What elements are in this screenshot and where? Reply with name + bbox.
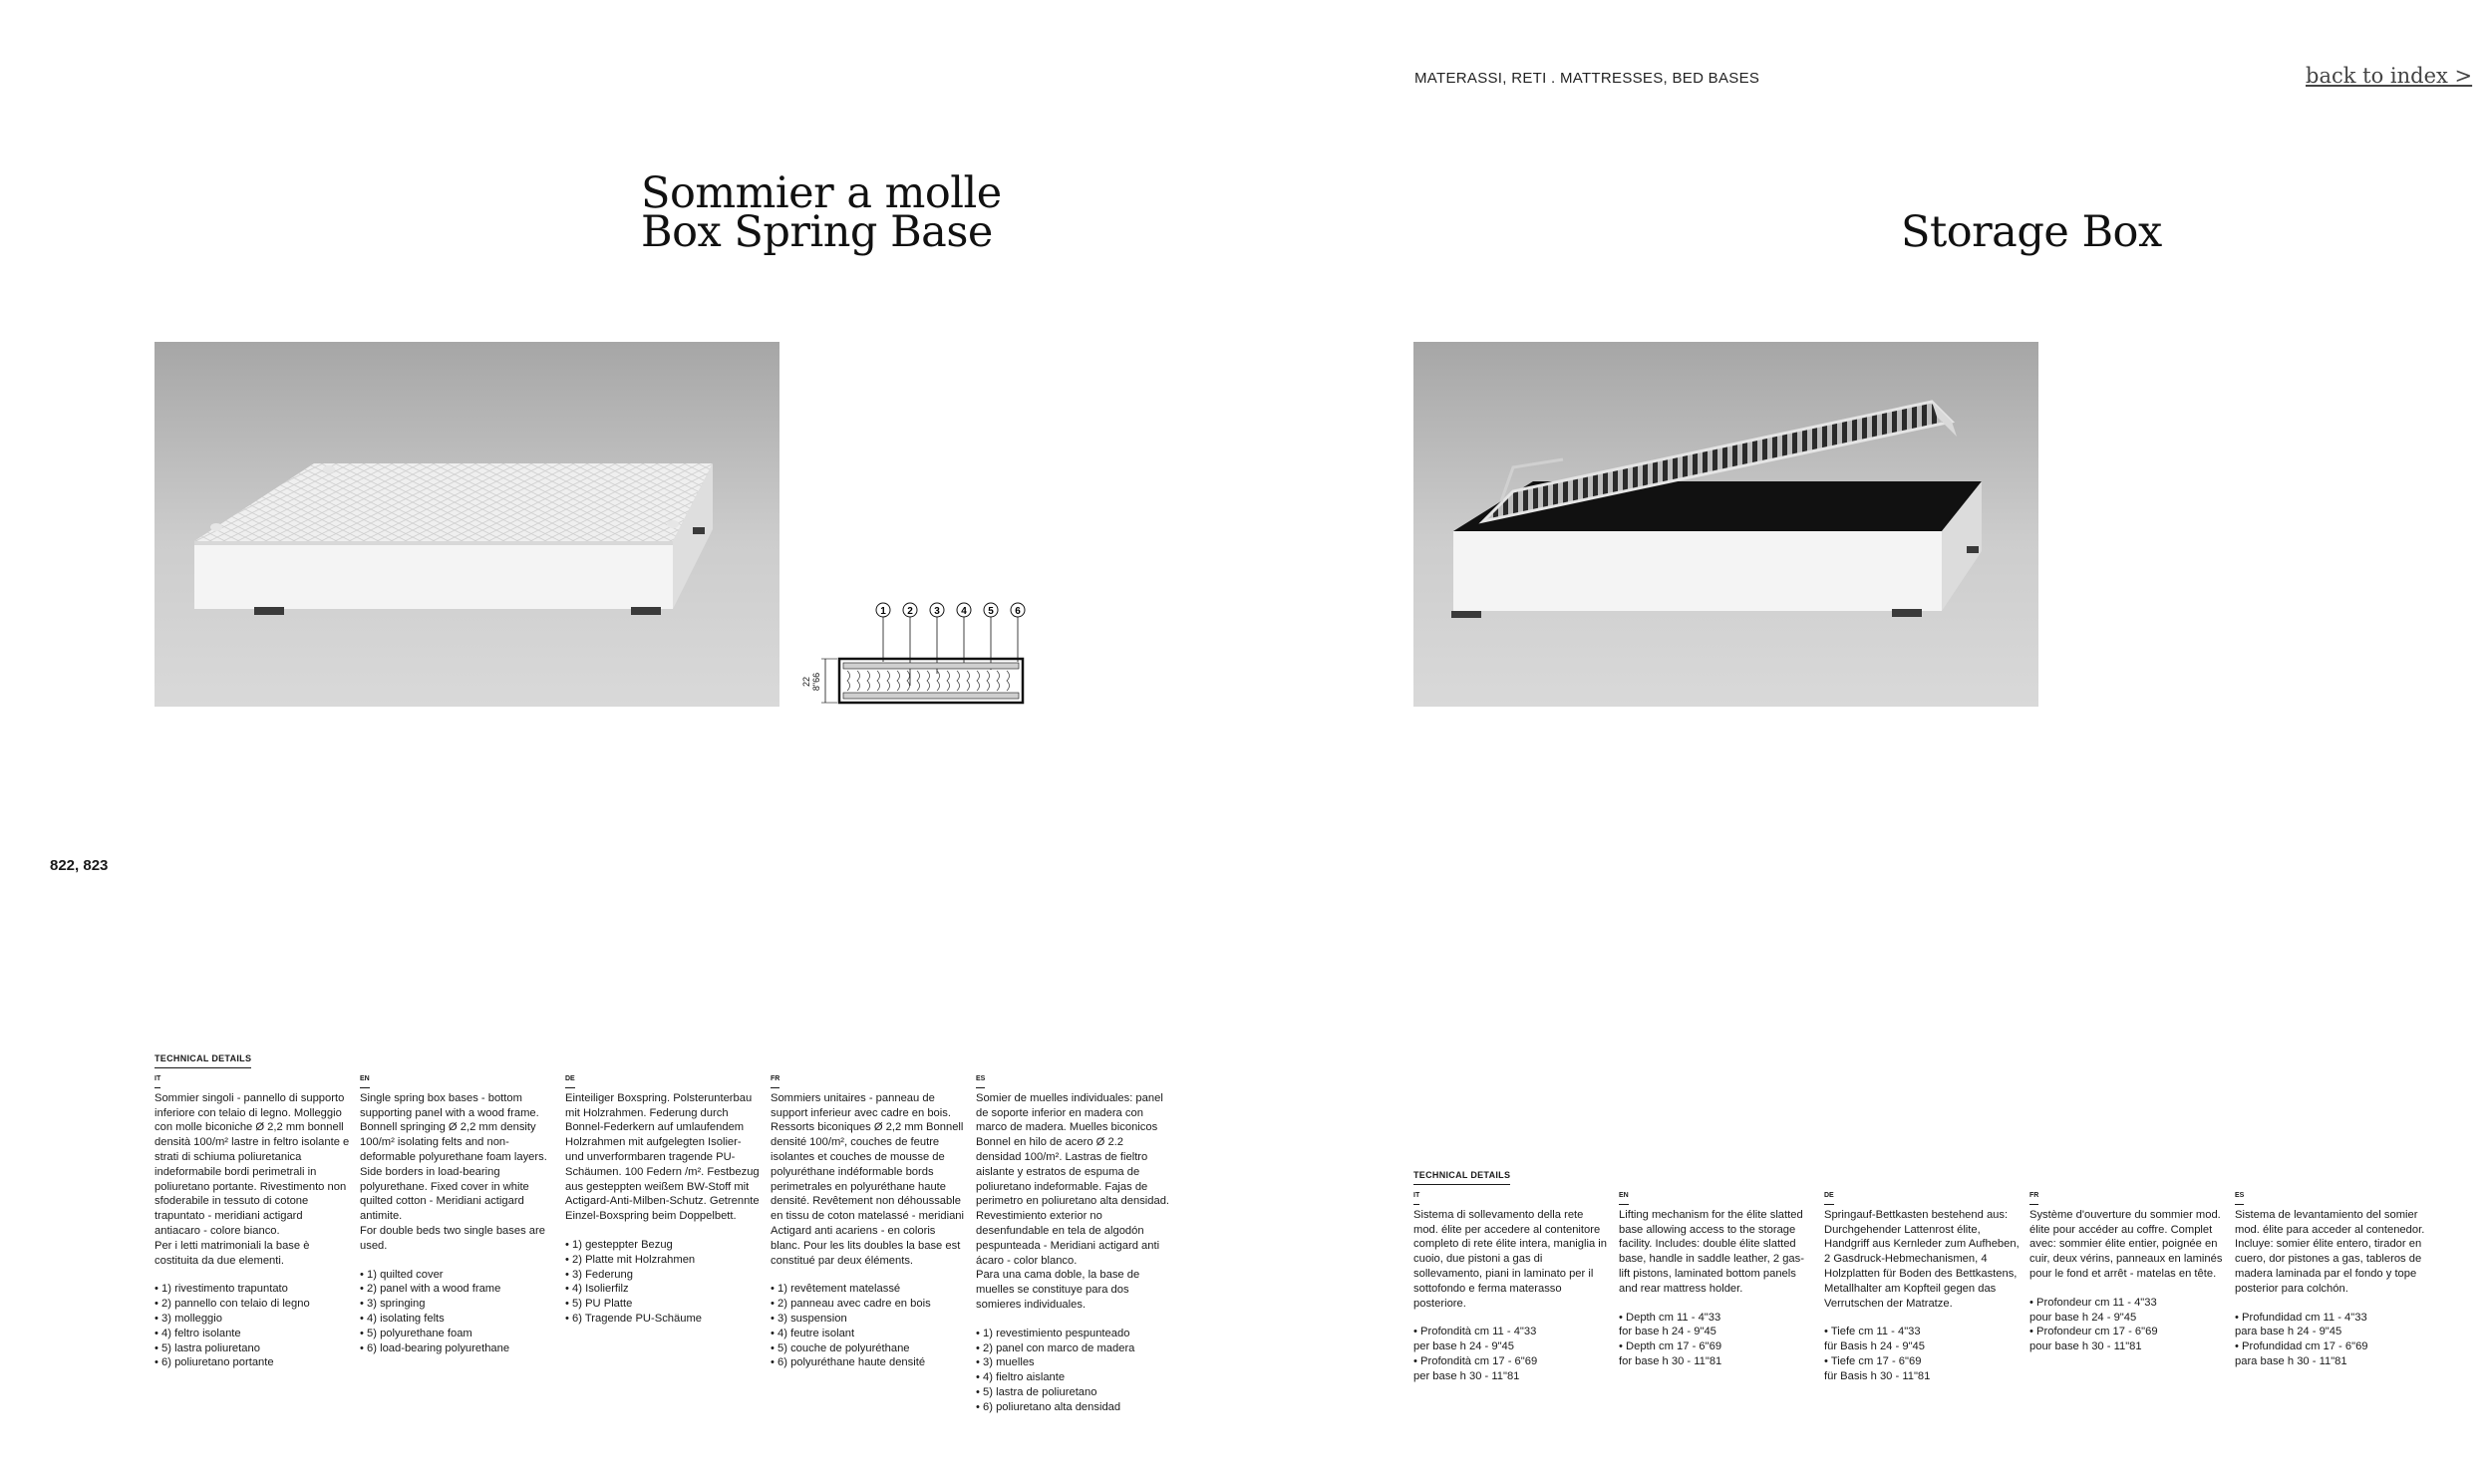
back-to-index-link[interactable]: back to index > [2306,64,2473,88]
diagram-number-5: 5 [988,606,994,617]
diagram-height-in: 8"66 [811,672,821,692]
tech-column-fr [771,1070,966,1370]
language-label: EN [360,1072,370,1088]
list-item: • Tiefe cm 17 - 6"69 für Basis h 30 - 11"81 [1824,1354,2020,1384]
language-label: IT [155,1072,160,1088]
list-item: • Profondeur cm 11 - 4"33 pour base h 24 - 9"45 [2029,1296,2225,1326]
tech-description: Springauf-Bettkasten bestehend aus: Durchgehender Lattenrost élite, Handgriff aus Kernleder zum Aufheben, 2 Gasdruck-Hebmechanismen, 4 Holzplatten für Boden des Bettkastens, Metallhalter am Kopfteil gegen das Verrutschen der Matratze. [1824,1208,2020,1310]
tech-column-it [155,1070,350,1370]
list-item: • 3) molleggio [155,1312,350,1327]
storage-column-es [2235,1187,2430,1369]
components-list [360,1268,555,1356]
storage-column-it [1413,1187,1609,1384]
diagram-number-4: 4 [961,606,967,617]
list-item: • Depth cm 11 - 4"33 for base h 24 - 9"45 [1619,1311,1814,1340]
page-numbers: 822, 823 [50,857,109,874]
tech-description: Somier de muelles individuales: panel de soporte inferior en madera con marco de madera. Muelles biconicos Bonnel en hilo de acero Ø 2.2 densidad 100/m². Lastras de fieltro aislante y estratos de espuma de poliuretano indeformable. Fajas de perimetro en poliuretano alta densidad. Revestimiento exterior no desenfundable en tela de algodón pespunteada - Meridiani actigard anti ácaro - color blanco. Para una cama doble, la base de muelles se constituye para dos somieres individuales. [976,1091,1170,1311]
diagram-number-6: 6 [1015,606,1021,617]
list-item: • 1) gesteppter Bezug [565,1238,761,1253]
list-item: • 6) poliuretano alta densidad [976,1400,1171,1415]
list-item: • 2) Platte mit Holzrahmen [565,1253,761,1268]
list-item: • 4) isolating felts [360,1312,555,1327]
list-item: • 1) quilted cover [360,1268,555,1283]
tech-description: Sistema de levantamiento del somier mod. élite para acceder al contenedor. Incluye: somier élite entero, tirador en cuero, dor pistones a gas, tableros de madera laminada par el fondo y tope posterior para colchón. [2235,1208,2425,1295]
tech-description: Lifting mechanism for the élite slatted base allowing access to the storage facility. Includes: double élite slatted base, handle in saddle leather, 2 gas-lift pistons, laminated bottom panels and rear mattress holder. [1619,1208,1804,1295]
list-item: • 2) panel con marco de madera [976,1341,1171,1356]
list-item: • Profondità cm 11 - 4"33 per base h 24 - 9"45 [1413,1325,1609,1354]
language-label: FR [2029,1189,2038,1205]
list-item: • 4) fieltro aislante [976,1370,1171,1385]
tech-description: Sistema di sollevamento della rete mod. élite per accedere al contenitore completo di rete élite intera, maniglia in cuoio, due pistoni a gas di sollevamento, piani in laminato per il sottofondo e ferma materasso posteriore. [1413,1208,1608,1310]
tech-description: Sommiers unitaires - panneau de support inferieur avec cadre en bois. Ressorts biconiques Ø 2,2 mm Bonnell densité 100/m², couches de feutre isolantes et couches de mousse de polyuréthane indéformable bords perimetrales en polyuréthane haute densité. Revêtement non déhoussable en tissu de coton matelassé - meridiani Actigard anti acariens - en coloris blanc. Pour les lits doubles la base est constitué par deux éléments. [771,1091,965,1267]
dimensions-list [2235,1311,2430,1369]
list-item: • 4) feltro isolante [155,1327,350,1341]
dimensions-list [1413,1325,1609,1383]
list-item: • 6) poliuretano portante [155,1355,350,1370]
components-list [565,1238,761,1327]
components-list [771,1282,966,1370]
list-item: • 5) lastra de poliuretano [976,1385,1171,1400]
list-item: • 3) suspension [771,1312,966,1327]
technical-details-left [155,1051,251,1068]
list-item: • Depth cm 17 - 6"69 for base h 30 - 11"81 [1619,1339,1814,1369]
storage-column-de [1824,1187,2020,1384]
list-item: • 1) rivestimento trapuntato [155,1282,350,1297]
diagram-number-1: 1 [880,606,886,617]
list-item: • 6) load-bearing polyurethane [360,1341,555,1356]
technical-details-heading: TECHNICAL DETAILS [1413,1168,1510,1185]
list-item: • 2) panneau avec cadre en bois [771,1297,966,1312]
storage-column-en [1619,1187,1814,1369]
list-item: • 5) lastra poliuretano [155,1341,350,1356]
list-item: • 1) revestimiento pespunteado [976,1327,1171,1341]
language-label: DE [1824,1189,1834,1205]
tech-column-en [360,1070,555,1355]
language-label: IT [1413,1189,1419,1205]
tech-description: Einteiliger Boxspring. Polsterunterbau mit Holzrahmen. Federung durch Bonnel-Federkern auf umlaufendem Holzrahmen mit aufgelegten Isolier- und unverformbaren tragende PU-Schäumen. 100 Federn /m². Festbezug aus gesteppten weißem BW-Stoff mit Actigard-Anti-Milben-Schutz. Getrennte Einzel-Boxspring beim Doppelbett. [565,1091,760,1223]
dimensions-list [1619,1311,1814,1369]
technical-details-right [1413,1168,1510,1185]
cross-section-diagram [797,596,1027,711]
components-list [155,1282,350,1370]
title-english: Box Spring Base [641,207,993,257]
list-item: • Tiefe cm 11 - 4"33 für Basis h 24 - 9"45 [1824,1325,2020,1354]
section-label: MATERASSI, RETI . MATTRESSES, BED BASES [1414,70,1760,87]
list-item: • 6) polyuréthane haute densité [771,1355,966,1370]
list-item: • Profondità cm 17 - 6"69 per base h 30 - 11"81 [1413,1354,1609,1384]
diagram-number-3: 3 [934,606,940,617]
list-item: • 3) Federung [565,1268,761,1283]
tech-description: Sommier singoli - pannello di supporto inferiore con telaio di legno. Molleggio con molle biconiche Ø 2,2 mm bonnell densità 100/m² lastre in feltro isolante e strati di schiuma poliuretanica indeformabile bordi perimetrali in poliuretano portante. Rivestimento non sfoderabile in tessuto di cotone trapuntato - meridiani actigard antiacaro - colore bianco. Per i letti matrimoniali la base è costituita da due elementi. [155,1091,350,1267]
components-list [976,1327,1171,1415]
tech-column-es [976,1070,1171,1415]
list-item: • 2) panel with a wood frame [360,1282,555,1297]
list-item: • Profundidad cm 17 - 6"69 para base h 30 - 11"81 [2235,1339,2430,1369]
language-label: EN [1619,1189,1629,1205]
technical-details-heading: TECHNICAL DETAILS [155,1051,251,1068]
list-item: • 4) Isolierfilz [565,1282,761,1297]
list-item: • 6) Tragende PU-Schäume [565,1312,761,1327]
diagram-number-2: 2 [907,606,913,617]
dimensions-list [1824,1325,2020,1383]
dimensions-list [2029,1296,2225,1354]
list-item: • 2) pannello con telaio di legno [155,1297,350,1312]
list-item: • 5) polyurethane foam [360,1327,555,1341]
list-item: • 4) feutre isolant [771,1327,966,1341]
storage-column-fr [2029,1187,2225,1354]
list-item: • 3) springing [360,1297,555,1312]
list-item: • 1) revêtement matelassé [771,1282,966,1297]
tech-description: Single spring box bases - bottom supporting panel with a wood frame. Bonnell springing Ø 2,2 mm density 100/m² isolating felts and non-deformable polyurethane foam layers. Side borders in load-bearing polyurethane. Fixed cover in white quilted cotton - Meridiani actigard antimite. For double beds two single bases are used. [360,1091,547,1252]
tech-description: Système d'ouverture du sommier mod. élite pour accéder au coffre. Complet avec: sommier élite entier, poignée en cuir, deux vérins, panneaux en laminés pour le fond et arrêt - matelas en tête. [2029,1208,2223,1280]
list-item: • Profundidad cm 11 - 4"33 para base h 24 - 9"45 [2235,1311,2430,1340]
list-item: • Profondeur cm 17 - 6"69 pour base h 30 - 11"81 [2029,1325,2225,1354]
title-italian: Sommier a molle [641,168,1002,218]
storage-box-photo [1413,342,2038,707]
tech-column-de [565,1070,761,1327]
language-label: ES [976,1072,985,1088]
language-label: DE [565,1072,575,1088]
diagram-height-cm: 22 [801,676,811,688]
list-item: • 5) couche de polyuréthane [771,1341,966,1356]
language-label: ES [2235,1189,2244,1205]
list-item: • 5) PU Platte [565,1297,761,1312]
box-spring-photo [155,342,779,707]
page-title-right: Storage Box [1901,207,2162,257]
page-title-left [641,168,1002,257]
list-item: • 3) muelles [976,1355,1171,1370]
language-label: FR [771,1072,779,1088]
